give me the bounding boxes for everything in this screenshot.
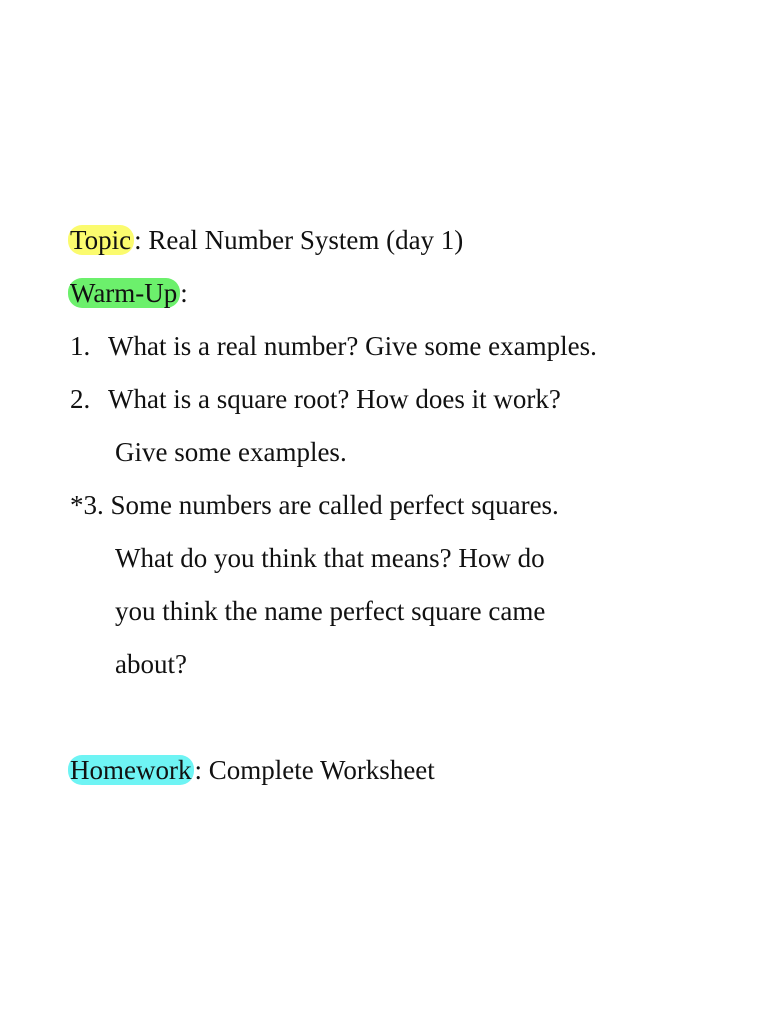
item-text: about? — [115, 649, 187, 679]
homework-label: Homework — [68, 755, 194, 785]
warmup-separator: : — [180, 278, 188, 308]
item-number: 2. — [70, 384, 91, 414]
warmup-item-3-continuation-3 — [115, 648, 187, 680]
warmup-label: Warm-Up — [68, 278, 180, 308]
topic-separator: : — [134, 225, 142, 255]
item-text: Some numbers are called perfect squares. — [110, 490, 559, 520]
item-number: 1. — [70, 331, 91, 361]
topic-line — [70, 224, 463, 256]
topic-text: Real Number System (day 1) — [141, 225, 464, 255]
warmup-item-3-continuation-1 — [115, 542, 545, 574]
warmup-item-2 — [70, 383, 561, 415]
warmup-item-1 — [70, 330, 597, 362]
item-number: *3. — [70, 490, 104, 520]
item-text: What is a square root? How does it work? — [108, 384, 561, 414]
warmup-item-3-continuation-2 — [115, 595, 545, 627]
topic-label: Topic — [68, 225, 134, 255]
homework-separator: : — [194, 755, 202, 785]
warmup-item-3 — [70, 489, 559, 521]
warmup-heading — [70, 277, 188, 309]
homework-text: Complete Worksheet — [202, 755, 435, 785]
item-text: What do you think that means? How do — [115, 543, 545, 573]
item-text: Give some examples. — [115, 437, 347, 467]
item-text: you think the name perfect square came — [115, 596, 546, 626]
item-text: What is a real number? Give some examples. — [108, 331, 597, 361]
homework-line — [70, 754, 435, 786]
warmup-item-2-continuation — [115, 436, 347, 468]
